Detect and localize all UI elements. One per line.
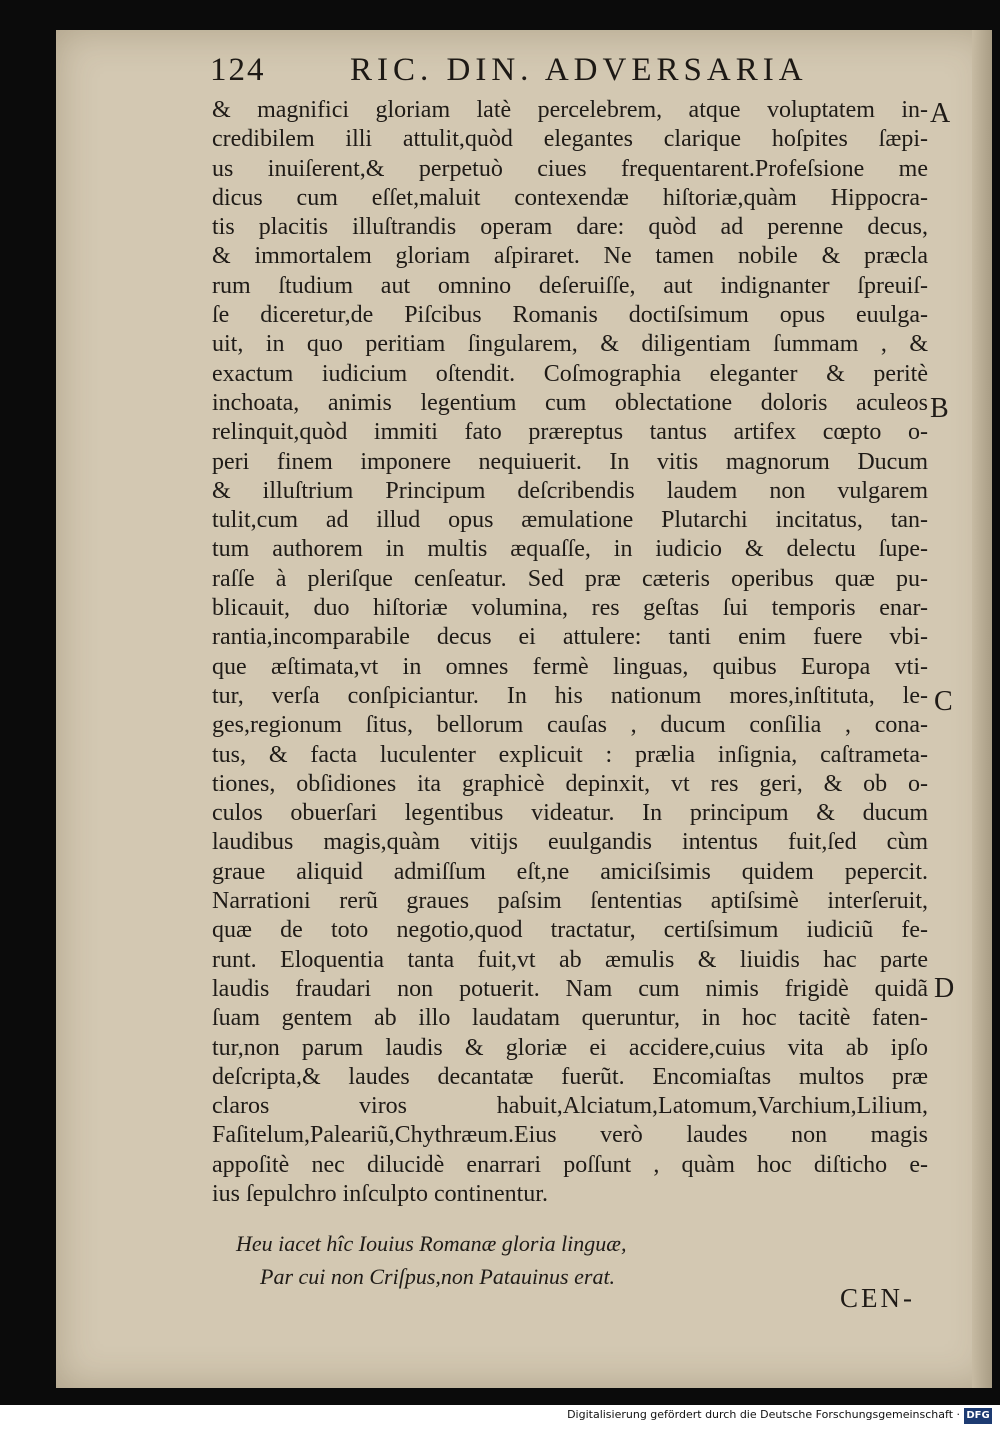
text-line: peri finem imponere nequiuerit. In vitis magnorum Ducum: [212, 448, 928, 475]
text-line: & magnifici gloriam latè percelebrem, atque voluptatem in-: [212, 97, 928, 123]
text-line: raſſe à pleriſque cenſeatur. Sed præ cæteris operibus quæ pu-: [212, 565, 928, 592]
text-line: dicus cum eſſet,maluit contexendæ hiſtoriæ,quàm Hippocra-: [212, 184, 928, 211]
text-line: laudibus magis,quàm vitijs euulgandis intentus fuit,ſed cùm: [212, 829, 928, 856]
text-line: rantia,incomparabile decus ei attulere: tanti enim fuere vbi-: [212, 624, 928, 651]
catchword: CEN-: [840, 1283, 915, 1313]
epitaph-poem: [236, 1227, 736, 1293]
text-line: culos obuerſari legentibus videatur. In principum & ducum: [212, 800, 928, 827]
page-number: 124: [210, 52, 266, 88]
text-line: runt. Eloquentia tanta fuit,vt ab æmulis & liuidis hac parte: [212, 946, 928, 973]
text-line: tiones, obſidiones ita graphicè depinxit, vt res geri, & ob o-: [212, 770, 928, 797]
margin-letter-d: D: [934, 973, 955, 1004]
text-line: & immortalem gloriam aſpiraret. Ne tamen nobile & præcla: [212, 243, 928, 270]
text-line: tur,non parum laudis & gloriæ ei accidere,cuius vita ab ipſo: [212, 1034, 928, 1061]
footer-strip: [0, 1405, 1000, 1429]
text-line: exactum iudicium oſtendit. Coſmographia eleganter & peritè: [212, 360, 928, 387]
text-line: ſe diceretur,de Piſcibus Romanis doctiſsimum opus euulga-: [212, 302, 928, 329]
text-line: relinquit,quòd immiti fato præreptus tantus artifex cœpto o-: [212, 419, 928, 446]
text-line: inchoata, animis legentium cum oblectatione doloris aculeos: [212, 389, 928, 416]
text-line: tus, & facta luculenter explicuit : prælia inſignia, caſtrameta-: [212, 741, 928, 768]
text-line: claros viros habuit,Alciatum,Latomum,Varchium,Lilium,: [212, 1093, 928, 1120]
body-text: [212, 96, 928, 1209]
text-line: us inuiſerent,& perpetuò ciues frequentarent.Profeſsione me: [212, 155, 928, 182]
margin-letter-b: B: [930, 393, 949, 424]
text-line: appoſitè nec dilucidè enarrari poſſunt , quàm hoc diſticho e-: [212, 1151, 928, 1178]
text-line: uit, in quo peritiam ſingularem, & diligentiam ſummam , &: [212, 331, 928, 358]
text-line: Faſitelum,Paleariũ,Chythræum.Eius verò laudes non magis: [212, 1122, 928, 1149]
page-header: [210, 52, 830, 96]
text-line: tum authorem in multis æquaſſe, in iudicio & delectu ſupe-: [212, 536, 928, 563]
text-line: tulit,cum ad illud opus æmulatione Plutarchi incitatus, tan-: [212, 507, 928, 534]
page-edge: [972, 30, 992, 1388]
text-line: ges,regionum ſitus, bellorum cauſas , ducum conſilia , cona-: [212, 712, 928, 739]
text-line: tur, verſa conſpiciantur. In his nationum mores,inſtituta, le-: [212, 682, 928, 709]
text-line: que æſtimata,vt in omnes fermè linguas, quibus Europa vti-: [212, 653, 928, 680]
text-line: ſuam gentem ab illo laudatam queruntur, in hoc tacitè faten-: [212, 1005, 928, 1032]
text-line: rum ſtudium aut omnino deſeruiſſe, aut indignanter ſpreuiſ-: [212, 272, 928, 299]
dfg-logo: DFG: [964, 1408, 992, 1424]
text-line: blicauit, duo hiſtoriæ volumina, res geſtas ſui temporis enar-: [212, 595, 928, 622]
running-title: RIC. DIN. ADVERSARIA: [350, 52, 808, 88]
poem-line-2: Par cui non Criſpus,non Patauinus erat.: [260, 1264, 616, 1289]
text-line: deſcripta,& laudes decantatæ fuerũt. Encomiaſtas multos præ: [212, 1063, 928, 1090]
text-line: credibilem illi attulit,quòd elegantes clarique hoſpites ſæpi-: [212, 126, 928, 153]
text-line: ius ſepulchro inſculpto continentur.: [212, 1180, 548, 1207]
text-line: & illuſtrium Principum deſcribendis laudem non vulgarem: [212, 477, 928, 504]
margin-letter-a: A: [930, 98, 951, 129]
text-line: laudis fraudari non potuerit. Nam cum nimis frigidè quidã: [212, 975, 928, 1002]
footer-credit: Digitalisierung gefördert durch die Deutsche Forschungsgemeinschaft ·: [567, 1408, 960, 1421]
text-line: Narrationi rerũ graues paſsim ſententias aptiſsimè interſeruit,: [212, 888, 928, 915]
margin-letter-c: C: [934, 686, 953, 717]
text-line: graue aliquid admiſſum eſt,ne amiciſsimis quidem pepercit.: [212, 858, 928, 885]
text-line: tis placitis illuſtrandis operam dare: quòd ad perenne decus,: [212, 214, 928, 241]
text-line: quæ de toto negotio,quod tractatur, certiſsimum iudiciũ fe-: [212, 917, 928, 944]
poem-line-1: Heu iacet hîc Iouius Romanæ gloria linguæ,: [236, 1231, 627, 1256]
